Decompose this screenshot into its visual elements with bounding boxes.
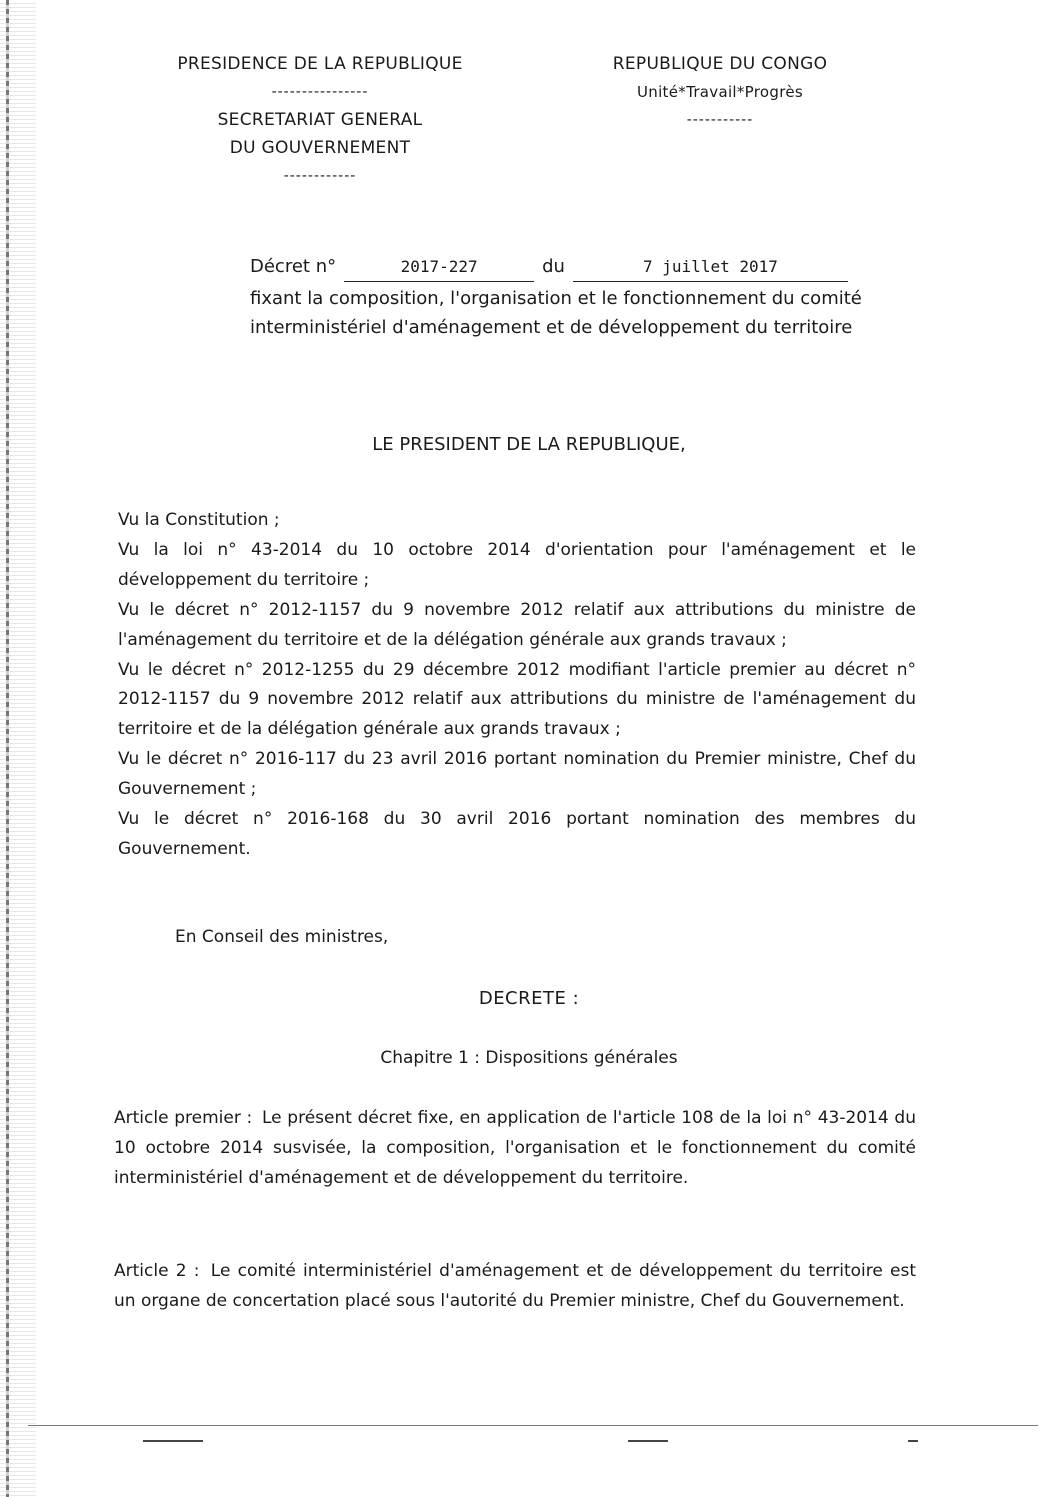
article-2-label: Article 2 : bbox=[114, 1261, 200, 1281]
footer-mark bbox=[143, 1440, 203, 1442]
presidency-heading: PRESIDENCE DE LA REPUBLIQUE bbox=[177, 54, 463, 74]
visa-item: Vu la Constitution ; bbox=[118, 510, 280, 530]
visa-item: Vu le décret n° 2016-168 du 30 avril 2016 portant nomination des membres du Gouvernement. bbox=[118, 809, 916, 859]
president-heading: LE PRESIDENT DE LA REPUBLIQUE, bbox=[372, 434, 686, 455]
decree-date-field: 7 juillet 2017 bbox=[573, 252, 848, 282]
footer-mark bbox=[908, 1440, 918, 1442]
article-1-text: Le présent décret fixe, en application de l'article 108 de la loi n° 43-2014 du 10 octobre 2014 susvisée, la composition, l'organisation et le fonctionnement du comité interministériel d'aménagement et de développement du territoire. bbox=[114, 1108, 916, 1188]
republic-heading: REPUBLIQUE DU CONGO bbox=[612, 54, 828, 74]
visas-list bbox=[118, 506, 916, 865]
footer-scan-marks bbox=[28, 1440, 1038, 1446]
decrete-heading: DECRETE : bbox=[478, 988, 580, 1009]
footer-mark bbox=[628, 1440, 668, 1442]
decree-reference-line bbox=[250, 252, 900, 282]
decree-label: Décret n° bbox=[250, 256, 337, 277]
secretariat-heading: SECRETARIAT GENERAL bbox=[217, 110, 423, 130]
scan-binding-line bbox=[6, 0, 9, 1497]
decree-number-field: 2017-227 bbox=[344, 252, 534, 282]
government-heading: DU GOUVERNEMENT bbox=[229, 138, 411, 158]
article-2-text: Le comité interministériel d'aménagement et de développement du territoire est un organe de concertation placé sous l'autorité du Premier ministre, Chef du Gouvernement. bbox=[114, 1261, 917, 1311]
article-2 bbox=[114, 1257, 916, 1317]
visa-item: Vu la loi n° 43-2014 du 10 octobre 2014 d'orientation pour l'aménagement et le développement du territoire ; bbox=[118, 539, 916, 590]
visa-item: Vu le décret n° 2012-1157 du 9 novembre 2012 relatif aux attributions du ministre de l'aménagement du territoire et de la délégation générale aux grands travaux ; bbox=[118, 599, 916, 650]
council-clause: En Conseil des ministres, bbox=[175, 927, 389, 947]
chapter-heading: Chapitre 1 : Dispositions générales bbox=[380, 1048, 678, 1068]
national-motto: Unité*Travail*Progrès bbox=[637, 83, 803, 101]
visa-item: Vu le décret n° 2012-1255 du 29 décembre 2012 modifiant l'article premier au décret n° 2012-1157 du 9 novembre 2012 relatif aux attributions du ministre de l'aménagement du territoire et de la délégation générale aux grands travaux ; bbox=[118, 659, 916, 740]
article-1-label: Article premier : bbox=[114, 1108, 253, 1128]
decree-title-block bbox=[250, 252, 900, 342]
header-left-separator-2: ------------ bbox=[283, 168, 357, 184]
header-left-separator: ---------------- bbox=[271, 84, 369, 100]
header-right-block bbox=[575, 50, 865, 134]
article-1 bbox=[114, 1104, 916, 1194]
decree-subject: fixant la composition, l'organisation et le fonctionnement du comité interministériel d'aménagement et de développement du territoire bbox=[250, 288, 862, 338]
decree-du-label: du bbox=[542, 256, 565, 277]
footer-rule bbox=[28, 1425, 1038, 1426]
header-left-block bbox=[140, 50, 500, 190]
visa-item: Vu le décret n° 2016-117 du 23 avril 2016 portant nomination du Premier ministre, Chef du Gouvernement ; bbox=[118, 749, 916, 800]
header-right-separator: ----------- bbox=[686, 112, 754, 128]
